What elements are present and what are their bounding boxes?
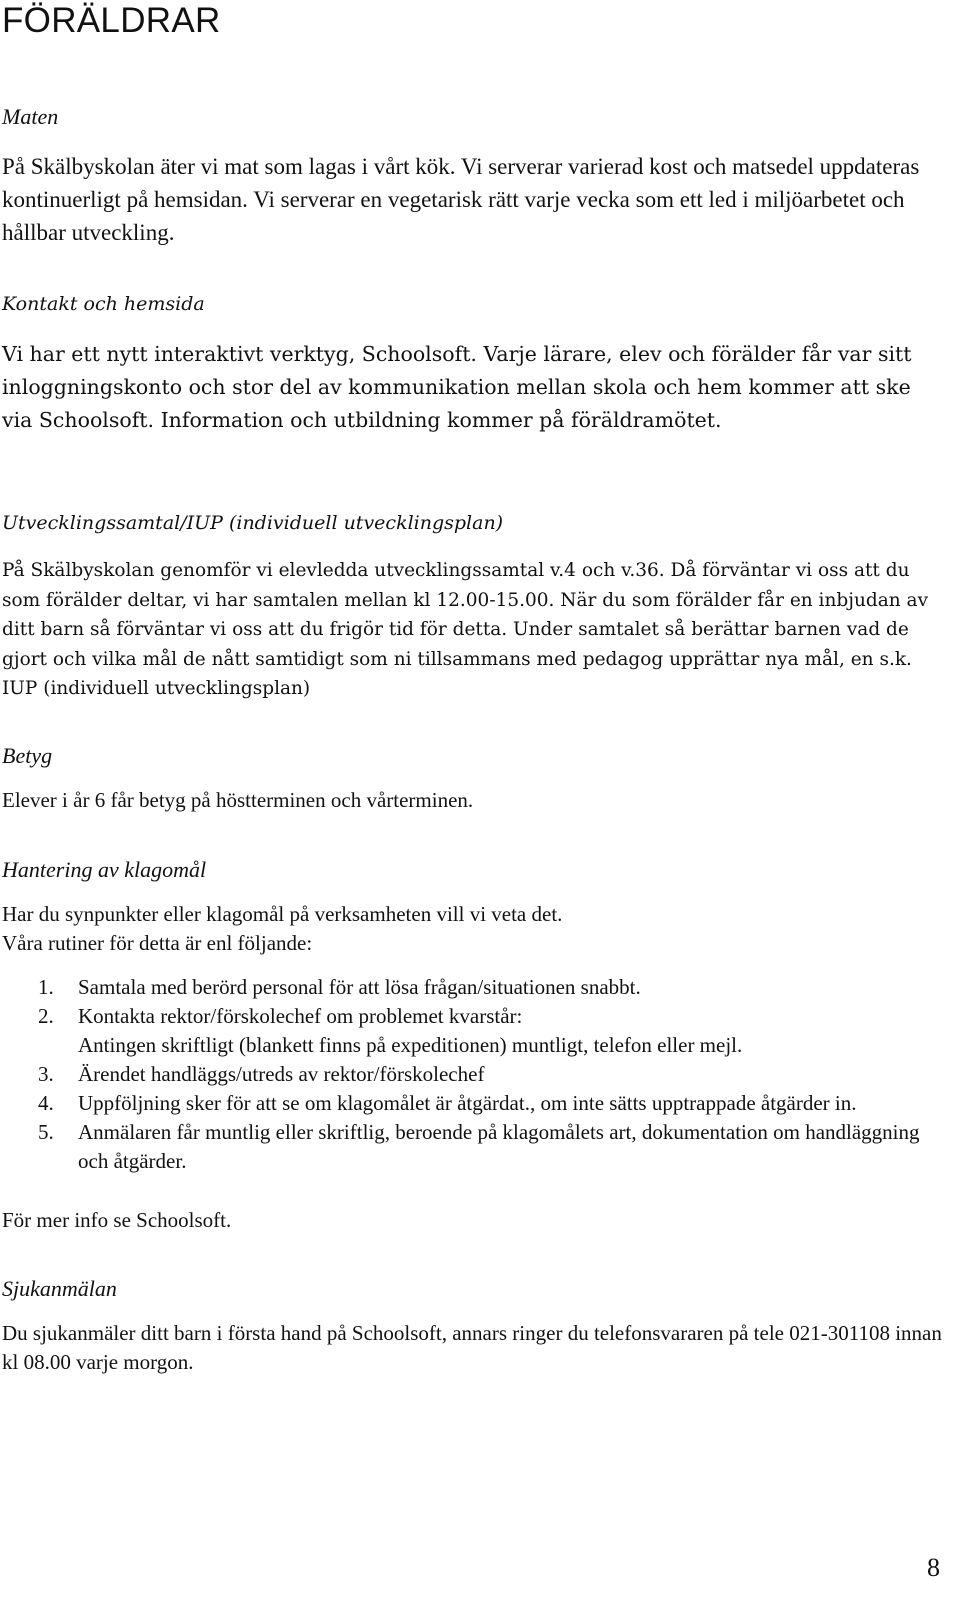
list-item-text: Anmälaren får muntlig eller skriftlig, beroende på klagomålets art, dokumentation om handläggning och åtgärder. <box>78 1120 920 1173</box>
list-item-number: 5. <box>38 1120 54 1144</box>
page-title: FÖRÄLDRAR <box>2 1 221 40</box>
paragraph-klagomal-intro-1: Har du synpunkter eller klagomål på verksamheten vill vi veta det. <box>2 902 563 926</box>
list-item-number: 1. <box>38 975 54 999</box>
heading-kontakt: Kontakt och hemsida <box>2 293 205 315</box>
list-item <box>2 1118 942 1176</box>
paragraph-maten: På Skälbyskolan äter vi mat som lagas i vårt kök. Vi serverar varierad kost och matsedel uppdateras kontinuerligt på hemsidan. Vi serverar en vegetarisk rätt varje vecka som ett led i miljöarbetet och hållbar utveckling. <box>2 154 920 245</box>
paragraph-klagomal-footer: För mer info se Schoolsoft. <box>2 1208 232 1232</box>
complaint-steps-list <box>2 973 942 1176</box>
paragraph-utvecklingssamtal: På Skälbyskolan genomför vi elevledda utvecklingssamtal v.4 och v.36. Då förväntar vi oss att du som förälder deltar, vi har samtalen mellan kl 12.00-15.00. När du som förälder får en inbjudan av ditt barn så förväntar vi oss att du frigör tid för detta. Under samtalet så berättar barnen vad de gjort och vilka mål de nått samtidigt som ni tillsammans med pedagog upprättar nya mål, en s.k. IUP (individuell utvecklingsplan) <box>2 560 929 699</box>
paragraph-kontakt: Vi har ett nytt interaktivt verktyg, Schoolsoft. Varje lärare, elev och förälder får var sitt inloggningskonto och stor del av kommunikation mellan skola och hem kommer att ske via Schoolsoft. Information och utbildning kommer på föräldramötet. <box>2 342 912 432</box>
paragraph-klagomal-intro-2: Våra rutiner för detta är enl följande: <box>2 931 313 955</box>
paragraph-betyg: Elever i år 6 får betyg på höstterminen och vårterminen. <box>2 788 474 812</box>
paragraph-sjukanmalan: Du sjukanmäler ditt barn i första hand på Schoolsoft, annars ringer du telefonsvararen på tele 021-301108 innan kl 08.00 varje morgon. <box>2 1321 942 1374</box>
list-item <box>2 1089 942 1118</box>
list-item <box>2 1060 942 1089</box>
list-item-number: 3. <box>38 1062 54 1086</box>
heading-klagomal: Hantering av klagomål <box>2 857 207 882</box>
list-item-text: Ärendet handläggs/utreds av rektor/förskolechef <box>78 1062 485 1086</box>
list-item-text: Samtala med berörd personal för att lösa frågan/situationen snabbt. <box>78 975 641 999</box>
list-item <box>2 1002 942 1060</box>
heading-sjukanmalan: Sjukanmälan <box>2 1276 117 1301</box>
heading-maten: Maten <box>2 104 59 129</box>
list-item-text: Kontakta rektor/förskolechef om problemet kvarstår: <box>78 1004 523 1028</box>
list-item-text: Uppföljning sker för att se om klagomålet är åtgärdat., om inte sätts upptrappade åtgärder in. <box>78 1091 857 1115</box>
list-item-number: 2. <box>38 1004 54 1028</box>
list-item-text-continued: Antingen skriftligt (blankett finns på expeditionen) muntligt, telefon eller mejl. <box>78 1033 743 1057</box>
page-number: 8 <box>927 1553 940 1582</box>
list-item <box>2 973 942 1002</box>
list-item-number: 4. <box>38 1091 54 1115</box>
heading-betyg: Betyg <box>2 743 53 768</box>
heading-utvecklingssamtal: Utvecklingssamtal/IUP (individuell utvecklingsplan) <box>2 512 504 534</box>
